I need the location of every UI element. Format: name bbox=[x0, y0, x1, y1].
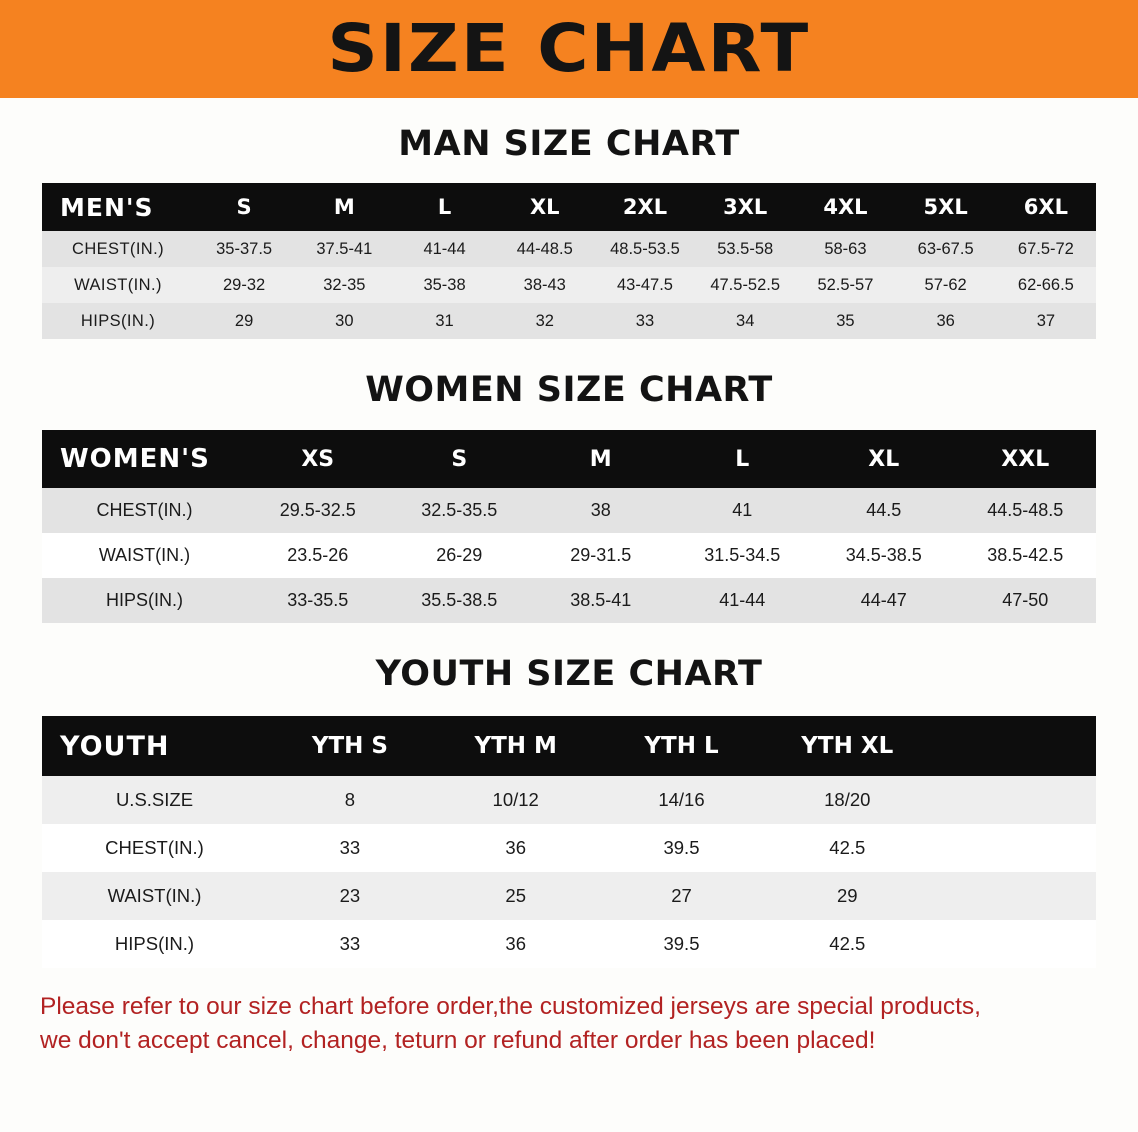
disclaimer-line-1: Please refer to our size chart before order,the customized jerseys are special products, bbox=[40, 993, 981, 1020]
youth-cell-1-1: 36 bbox=[505, 837, 526, 858]
men-cell-1-6: 52.5-57 bbox=[817, 275, 874, 294]
women-col-0: XS bbox=[247, 430, 389, 488]
women-size-table bbox=[42, 430, 1096, 623]
youth-col-1: YTH M bbox=[433, 716, 599, 776]
women-cell-0-2: 38 bbox=[590, 500, 611, 520]
women-cell-2-0: 33-35.5 bbox=[287, 590, 349, 610]
women-cell-0-5: 44.5-48.5 bbox=[987, 500, 1064, 520]
youth-row-header: YOUTH bbox=[42, 716, 267, 776]
men-col-0: S bbox=[194, 183, 294, 231]
table-row bbox=[42, 231, 1096, 267]
men-cell-2-3: 32 bbox=[535, 311, 554, 330]
women-col-4: XL bbox=[813, 430, 955, 488]
men-col-3: XL bbox=[495, 183, 595, 231]
men-col-7: 5XL bbox=[896, 183, 996, 231]
men-col-8: 6XL bbox=[996, 183, 1096, 231]
youth-cell-2-0: 23 bbox=[339, 885, 361, 906]
youth-col-2: YTH L bbox=[599, 716, 765, 776]
women-table-head bbox=[42, 430, 1096, 488]
men-col-5: 3XL bbox=[695, 183, 795, 231]
youth-size-table-wrapper bbox=[42, 716, 1096, 968]
youth-cell-0-spacer bbox=[930, 776, 1096, 824]
women-table-body bbox=[42, 488, 1096, 623]
women-cell-0-3: 41 bbox=[732, 500, 753, 520]
youth-cell-1-spacer bbox=[930, 824, 1096, 872]
youth-row-label-3: HIPS(IN.) bbox=[114, 933, 195, 954]
men-cell-0-8: 67.5-72 bbox=[1017, 239, 1074, 258]
disclaimer-note bbox=[40, 990, 1098, 1058]
women-cell-1-1: 26-29 bbox=[436, 545, 483, 565]
table-row bbox=[42, 303, 1096, 339]
women-row-header: WOMEN'S bbox=[42, 430, 247, 488]
women-cell-2-5: 47-50 bbox=[1002, 590, 1049, 610]
men-cell-0-4: 48.5-53.5 bbox=[610, 239, 680, 258]
youth-cell-0-2: 14/16 bbox=[658, 789, 705, 810]
women-col-3: L bbox=[672, 430, 814, 488]
men-cell-2-5: 34 bbox=[736, 311, 755, 330]
table-row bbox=[42, 488, 1096, 533]
table-row bbox=[42, 267, 1096, 303]
disclaimer-line-2: we don't accept cancel, change, teturn or refund after order has been placed! bbox=[40, 1026, 876, 1054]
women-cell-1-5: 38.5-42.5 bbox=[987, 545, 1064, 565]
women-cell-0-4: 44.5 bbox=[866, 500, 902, 520]
women-cell-1-4: 34.5-38.5 bbox=[845, 545, 922, 565]
men-cell-2-1: 30 bbox=[335, 311, 354, 330]
men-row-label-0: CHEST(IN.) bbox=[72, 239, 164, 258]
men-col-2: L bbox=[394, 183, 494, 231]
banner bbox=[0, 0, 1138, 98]
women-section-heading: WOMEN SIZE CHART bbox=[365, 370, 773, 410]
men-cell-2-8: 37 bbox=[1036, 311, 1056, 330]
men-cell-2-6: 35 bbox=[836, 311, 855, 330]
women-col-2: M bbox=[530, 430, 672, 488]
women-row-label-2: HIPS(IN.) bbox=[105, 590, 183, 610]
men-cell-0-1: 37.5-41 bbox=[316, 239, 373, 258]
women-cell-1-3: 31.5-34.5 bbox=[704, 545, 781, 565]
women-cell-2-4: 44-47 bbox=[860, 590, 907, 610]
men-cell-1-5: 47.5-52.5 bbox=[710, 275, 781, 294]
men-cell-2-0: 29 bbox=[234, 311, 254, 330]
men-cell-1-1: 32-35 bbox=[323, 275, 366, 294]
table-row bbox=[42, 920, 1096, 968]
men-cell-0-6: 58-63 bbox=[824, 239, 867, 258]
men-table-body bbox=[42, 231, 1096, 339]
table-header-row bbox=[42, 183, 1096, 231]
women-size-table-wrapper bbox=[42, 430, 1096, 623]
youth-cell-0-3: 18/20 bbox=[824, 789, 871, 810]
youth-cell-3-spacer bbox=[930, 920, 1096, 968]
women-col-1: S bbox=[389, 430, 531, 488]
men-row-header: MEN'S bbox=[42, 183, 194, 231]
table-row bbox=[42, 533, 1096, 578]
men-cell-1-8: 62-66.5 bbox=[1017, 275, 1074, 294]
table-row bbox=[42, 872, 1096, 920]
men-cell-2-2: 31 bbox=[435, 311, 454, 330]
women-cell-0-0: 29.5-32.5 bbox=[279, 500, 356, 520]
youth-cell-3-3: 42.5 bbox=[829, 933, 866, 954]
men-cell-0-2: 41-44 bbox=[423, 239, 466, 258]
banner-title: SIZE CHART bbox=[327, 10, 811, 87]
youth-col-3: YTH XL bbox=[764, 716, 930, 776]
youth-cell-3-2: 39.5 bbox=[663, 933, 700, 954]
table-row bbox=[42, 824, 1096, 872]
youth-cell-1-3: 42.5 bbox=[829, 837, 866, 858]
men-cell-2-4: 33 bbox=[635, 311, 655, 330]
women-cell-2-3: 41-44 bbox=[719, 590, 766, 610]
men-table-head bbox=[42, 183, 1096, 231]
table-row bbox=[42, 578, 1096, 623]
table-header-row bbox=[42, 716, 1096, 776]
youth-cell-2-spacer bbox=[930, 872, 1096, 920]
men-cell-2-7: 36 bbox=[936, 311, 955, 330]
youth-size-table bbox=[42, 716, 1096, 968]
youth-cell-3-1: 36 bbox=[505, 933, 526, 954]
men-col-4: 2XL bbox=[595, 183, 695, 231]
men-cell-0-7: 63-67.5 bbox=[917, 239, 974, 258]
youth-cell-2-1: 25 bbox=[505, 885, 526, 906]
table-header-row bbox=[42, 430, 1096, 488]
women-cell-2-1: 35.5-38.5 bbox=[421, 590, 498, 610]
men-cell-1-2: 35-38 bbox=[423, 275, 466, 294]
table-row bbox=[42, 776, 1096, 824]
man-section-heading: MAN SIZE CHART bbox=[398, 124, 740, 164]
women-col-5: XXL bbox=[955, 430, 1097, 488]
youth-cell-0-1: 10/12 bbox=[492, 789, 539, 810]
men-cell-0-0: 35-37.5 bbox=[216, 239, 273, 258]
youth-row-label-1: CHEST(IN.) bbox=[105, 837, 204, 858]
men-size-table bbox=[42, 183, 1096, 339]
men-cell-1-3: 38-43 bbox=[523, 275, 566, 294]
men-cell-0-5: 53.5-58 bbox=[717, 239, 774, 258]
youth-table-head bbox=[42, 716, 1096, 776]
men-row-label-1: WAIST(IN.) bbox=[74, 275, 162, 294]
women-row-label-1: WAIST(IN.) bbox=[98, 545, 191, 565]
men-col-6: 4XL bbox=[795, 183, 895, 231]
youth-row-label-0: U.S.SIZE bbox=[115, 789, 194, 810]
youth-table-body bbox=[42, 776, 1096, 968]
men-cell-1-0: 29-32 bbox=[223, 275, 266, 294]
youth-row-label-2: WAIST(IN.) bbox=[107, 885, 202, 906]
youth-cell-1-0: 33 bbox=[339, 837, 361, 858]
youth-cell-2-2: 27 bbox=[671, 885, 692, 906]
men-cell-1-7: 57-62 bbox=[924, 275, 967, 294]
women-cell-2-2: 38.5-41 bbox=[570, 590, 632, 610]
women-cell-1-0: 23.5-26 bbox=[287, 545, 349, 565]
youth-col-0: YTH S bbox=[267, 716, 433, 776]
youth-cell-3-0: 33 bbox=[339, 933, 361, 954]
youth-section-heading: YOUTH SIZE CHART bbox=[375, 654, 763, 694]
women-cell-0-1: 32.5-35.5 bbox=[421, 500, 498, 520]
youth-col-spacer bbox=[930, 716, 1096, 776]
women-cell-1-2: 29-31.5 bbox=[570, 545, 632, 565]
men-row-label-2: HIPS(IN.) bbox=[80, 311, 156, 330]
men-cell-1-4: 43-47.5 bbox=[617, 275, 673, 294]
youth-cell-2-3: 29 bbox=[837, 885, 858, 906]
men-cell-0-3: 44-48.5 bbox=[516, 239, 573, 258]
women-row-label-0: CHEST(IN.) bbox=[96, 500, 193, 520]
men-col-1: M bbox=[294, 183, 394, 231]
youth-cell-1-2: 39.5 bbox=[663, 837, 700, 858]
men-size-table-wrapper bbox=[42, 183, 1096, 339]
youth-cell-0-0: 8 bbox=[344, 789, 356, 810]
